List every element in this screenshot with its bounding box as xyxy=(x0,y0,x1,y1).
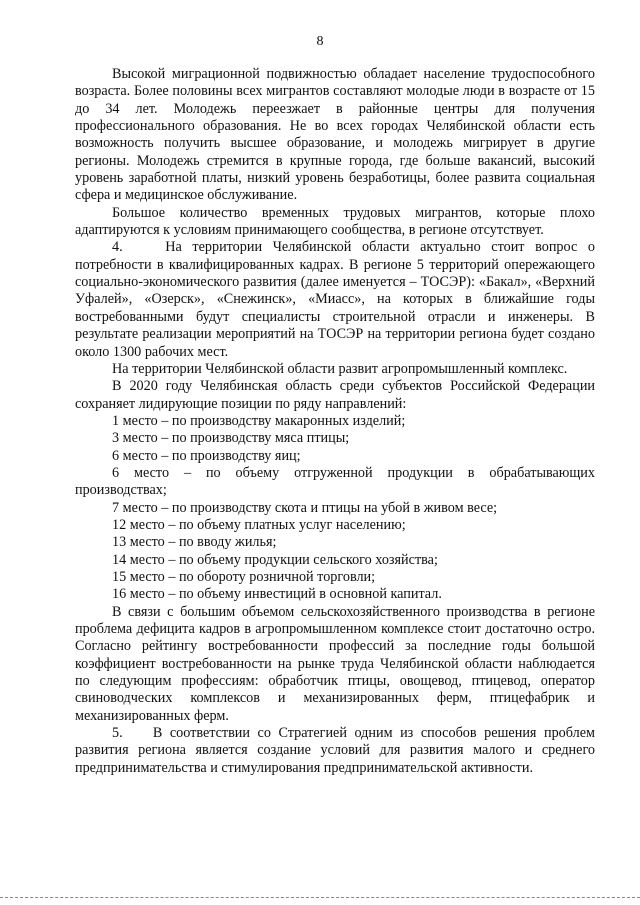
ranking-list-item: 1 место – по производству макаронных изделий; xyxy=(112,412,406,429)
scan-edge-divider xyxy=(0,897,640,898)
ranking-list-item: 7 место – по производству скота и птицы на убой в живом весе; xyxy=(112,499,498,516)
ranking-list-item: 12 место – по объему платных услуг населению; xyxy=(112,516,406,533)
ranking-list-item: 15 место – по обороту розничной торговли; xyxy=(112,568,376,585)
paragraph-migration-mobility: Высокой миграционной подвижностью обладает население трудоспособного возраста. Более половины всех мигрантов составляют молодые люди в возрасте от 15 до 34 лет. Молодежь переезжает в районные центры для получения профессионального образования. Не во всех городах Челябинской области есть возможность получить высшее образование, и молодежь мигрирует в другие регионы. Молодежь стремится в крупные города, где больше вакансий, высокий уровень заработной платы, низкий уровень безработицы, более развита социальная сфера и медицинское обслуживание. xyxy=(75,66,595,204)
ranking-list-item: 14 место – по объему продукции сельского хозяйства; xyxy=(112,551,438,568)
ranking-list-item: 3 место – по производству мяса птицы; xyxy=(112,430,350,447)
paragraph-section-4-tosér: 4. На территории Челябинской области актуально стоит вопрос о потребности в квалифицированных кадрах. В регионе 5 территорий опережающего социально-экономического развития (далее именуется – ТОСЭР): «Бакал», «Верхний Уфалей», «Озерск», «Снежинск», «Миасс», на которых в ближайшие годы востребованными будут специалисты строительной отрасли и инженеры. В результате реализации мероприятий на ТОСЭР на территории региона будет создано около 1300 рабочих мест. xyxy=(75,239,595,360)
ranking-list-item: 16 место – по объему инвестиций в основной капитал. xyxy=(112,586,442,603)
paragraph-temporary-migrants: Большое количество временных трудовых мигрантов, которые плохо адаптируются к условиям принимающего сообщества, в регионе отсутствует. xyxy=(75,204,595,239)
paragraph-agro-complex: На территории Челябинской области развит агропромышленный комплекс. xyxy=(112,360,568,377)
paragraph-staff-shortage: В связи с большим объемом сельскохозяйственного производства в регионе проблема дефицита кадров в агропромышленном комплексе стоит достаточно остро. Согласно рейтингу востребованности профессий за последние годы большой коэффициент востребованности на рынке труда Челябинской области наблюдается по следующим профессиям: обработчик птицы, овощевод, птицевод, оператор свиноводческих комплексов и механизированных ферм, птицефабрик и механизированных ферм. xyxy=(75,603,595,724)
document-body xyxy=(75,66,595,777)
page-number: 8 xyxy=(316,34,324,49)
paragraph-section-5-strategy: 5. В соответствии со Стратегией одним из способов решения проблем развития региона является создание условий для развития малого и среднего предпринимательства и стимулирования предпринимательской активности. xyxy=(75,725,595,776)
ranking-list-item: 6 место – по объему отгруженной продукции в обрабатывающих производствах; xyxy=(75,464,595,499)
ranking-list-item: 13 место – по вводу жилья; xyxy=(112,534,277,551)
ranking-list-item: 6 место – по производству яиц; xyxy=(112,447,301,464)
paragraph-rankings-intro: В 2020 году Челябинская область среди субъектов Российской Федерации сохраняет лидирующие позиции по ряду направлений: xyxy=(75,378,595,412)
